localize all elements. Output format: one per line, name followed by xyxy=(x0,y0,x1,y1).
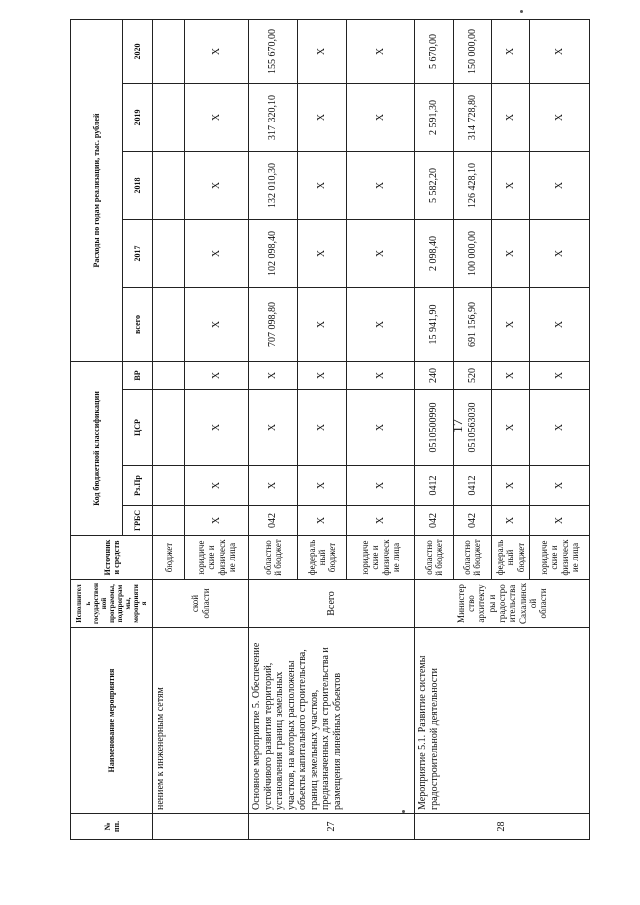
cell-2019: Х xyxy=(298,83,347,151)
cell-csr: Х xyxy=(347,390,415,466)
cell-total: 691 156,90 xyxy=(453,287,491,361)
row-source: федеральный бюджет xyxy=(298,536,347,580)
cell-2018: Х xyxy=(530,151,590,219)
header-2019: 2019 xyxy=(122,83,153,151)
table-row xyxy=(249,19,298,839)
cell-2017: 102 098,40 xyxy=(249,219,298,287)
header-grbs: ГРБС xyxy=(122,506,153,536)
table-row xyxy=(153,19,185,839)
cell-2018 xyxy=(153,151,185,219)
cell-csr: Х xyxy=(491,390,529,466)
cell-grbs: 042 xyxy=(249,506,298,536)
cell-2017: 2 098,40 xyxy=(415,219,453,287)
cell-rzpr: Х xyxy=(298,466,347,506)
cell-2017: Х xyxy=(185,219,249,287)
row-name: Основное мероприятие 5. Обеспечение устойчивого развития территорий, установления границ земельных участков, на которых расположены объекты капитального строительства, границ земельных участков, предназначенных для строительства и размещения линейных объектов xyxy=(249,628,415,814)
row-source: юридические и физические лица xyxy=(185,536,249,580)
cell-rzpr: 0412 xyxy=(415,466,453,506)
cell-total xyxy=(153,287,185,361)
cell-csr: Х xyxy=(185,390,249,466)
cell-2019 xyxy=(153,83,185,151)
cell-2019: Х xyxy=(185,83,249,151)
row-source: федеральный бюджет xyxy=(491,536,529,580)
cell-total: Х xyxy=(491,287,529,361)
cell-vr: Х xyxy=(298,361,347,389)
cell-2020: 155 670,00 xyxy=(249,19,298,83)
budget-table-rotated xyxy=(70,20,590,840)
row-num: 28 xyxy=(415,814,590,840)
cell-grbs: Х xyxy=(347,506,415,536)
cell-vr: Х xyxy=(249,361,298,389)
row-num xyxy=(153,814,249,840)
cell-2017: Х xyxy=(530,219,590,287)
cell-2019: 314 728,80 xyxy=(453,83,491,151)
header-rzpr: Рз.Пр xyxy=(122,466,153,506)
cell-csr: Х xyxy=(298,390,347,466)
cell-csr: 0510563030 xyxy=(453,390,491,466)
cell-vr: Х xyxy=(347,361,415,389)
cell-rzpr: Х xyxy=(530,466,590,506)
cell-csr: Х xyxy=(530,390,590,466)
cell-2019: Х xyxy=(530,83,590,151)
row-source: юридические и физические лица xyxy=(530,536,590,580)
cell-vr xyxy=(153,361,185,389)
cell-vr: 240 xyxy=(415,361,453,389)
row-source: бюджет xyxy=(153,536,185,580)
cell-2019: 317 320,10 xyxy=(249,83,298,151)
cell-2018: 132 010,30 xyxy=(249,151,298,219)
row-executor: Всего xyxy=(249,580,415,628)
row-executor: ской области xyxy=(153,580,249,628)
header-2018: 2018 xyxy=(122,151,153,219)
cell-2017 xyxy=(153,219,185,287)
cell-grbs xyxy=(153,506,185,536)
cell-2018: 5 582,20 xyxy=(415,151,453,219)
header-num: № пп. xyxy=(71,814,153,840)
row-name: нением к инженерным сетям xyxy=(153,628,249,814)
cell-2020: 150 000,00 xyxy=(453,19,491,83)
cell-2020: Х xyxy=(530,19,590,83)
cell-2019: Х xyxy=(491,83,529,151)
header-2017: 2017 xyxy=(122,219,153,287)
cell-rzpr: 0412 xyxy=(453,466,491,506)
row-name: Мероприятие 5.1. Развитие системы градостроительной деятельности xyxy=(415,628,590,814)
cell-2019: 2 591,30 xyxy=(415,83,453,151)
cell-csr: 0510500990 xyxy=(415,390,453,466)
row-executor: Министерство архитектуры и градостроительства Сахалинской области xyxy=(415,580,590,628)
header-total: всего xyxy=(122,287,153,361)
cell-2018: 126 428,10 xyxy=(453,151,491,219)
row-source: юридические и физические лица xyxy=(347,536,415,580)
cell-rzpr: Х xyxy=(347,466,415,506)
header-executor: Исполнитель государственной программы, подпрограммы, мероприятия xyxy=(71,580,153,628)
cell-2017: Х xyxy=(298,219,347,287)
cell-vr: Х xyxy=(185,361,249,389)
row-source: областной бюджет xyxy=(249,536,298,580)
cell-2018: Х xyxy=(347,151,415,219)
cell-total: 15 941,90 xyxy=(415,287,453,361)
cell-2018: Х xyxy=(298,151,347,219)
cell-total: 707 098,80 xyxy=(249,287,298,361)
page-number: 17 xyxy=(451,419,466,433)
cell-rzpr xyxy=(153,466,185,506)
header-name: Наименование мероприятия xyxy=(71,628,153,814)
cell-total: Х xyxy=(347,287,415,361)
budget-table xyxy=(70,19,590,840)
row-source: областной бюджет xyxy=(453,536,491,580)
cell-rzpr: Х xyxy=(185,466,249,506)
header-kbk: Код бюджетной классификации xyxy=(71,361,123,535)
header-expenses: Расходы по годам реализации, тыс. рублей xyxy=(71,19,123,361)
cell-2019: Х xyxy=(347,83,415,151)
cell-vr: Х xyxy=(491,361,529,389)
cell-2020: Х xyxy=(347,19,415,83)
cell-2018: Х xyxy=(491,151,529,219)
cell-2020: 5 670,00 xyxy=(415,19,453,83)
cell-csr xyxy=(153,390,185,466)
cell-grbs: Х xyxy=(491,506,529,536)
cell-2020: Х xyxy=(491,19,529,83)
scan-speck xyxy=(520,10,523,13)
cell-2017: Х xyxy=(347,219,415,287)
header-csr: ЦСР xyxy=(122,390,153,466)
cell-grbs: 042 xyxy=(453,506,491,536)
cell-grbs: Х xyxy=(530,506,590,536)
cell-grbs: Х xyxy=(185,506,249,536)
row-source: областной бюджет xyxy=(415,536,453,580)
cell-csr: Х xyxy=(249,390,298,466)
cell-2020 xyxy=(153,19,185,83)
cell-grbs: Х xyxy=(298,506,347,536)
scan-speck xyxy=(402,810,405,813)
cell-total: Х xyxy=(530,287,590,361)
cell-2017: 100 000,00 xyxy=(453,219,491,287)
cell-vr: 520 xyxy=(453,361,491,389)
table-row xyxy=(415,19,453,839)
header-vr: ВР xyxy=(122,361,153,389)
cell-2017: Х xyxy=(491,219,529,287)
cell-grbs: 042 xyxy=(415,506,453,536)
cell-total: Х xyxy=(298,287,347,361)
cell-rzpr: Х xyxy=(249,466,298,506)
cell-rzpr: Х xyxy=(491,466,529,506)
header-source: Источники средств xyxy=(71,536,153,580)
cell-vr: Х xyxy=(530,361,590,389)
header-row-1 xyxy=(71,19,123,839)
cell-2018: Х xyxy=(185,151,249,219)
header-2020: 2020 xyxy=(122,19,153,83)
cell-2020: Х xyxy=(298,19,347,83)
cell-total: Х xyxy=(185,287,249,361)
row-num: 27 xyxy=(249,814,415,840)
cell-2020: Х xyxy=(185,19,249,83)
